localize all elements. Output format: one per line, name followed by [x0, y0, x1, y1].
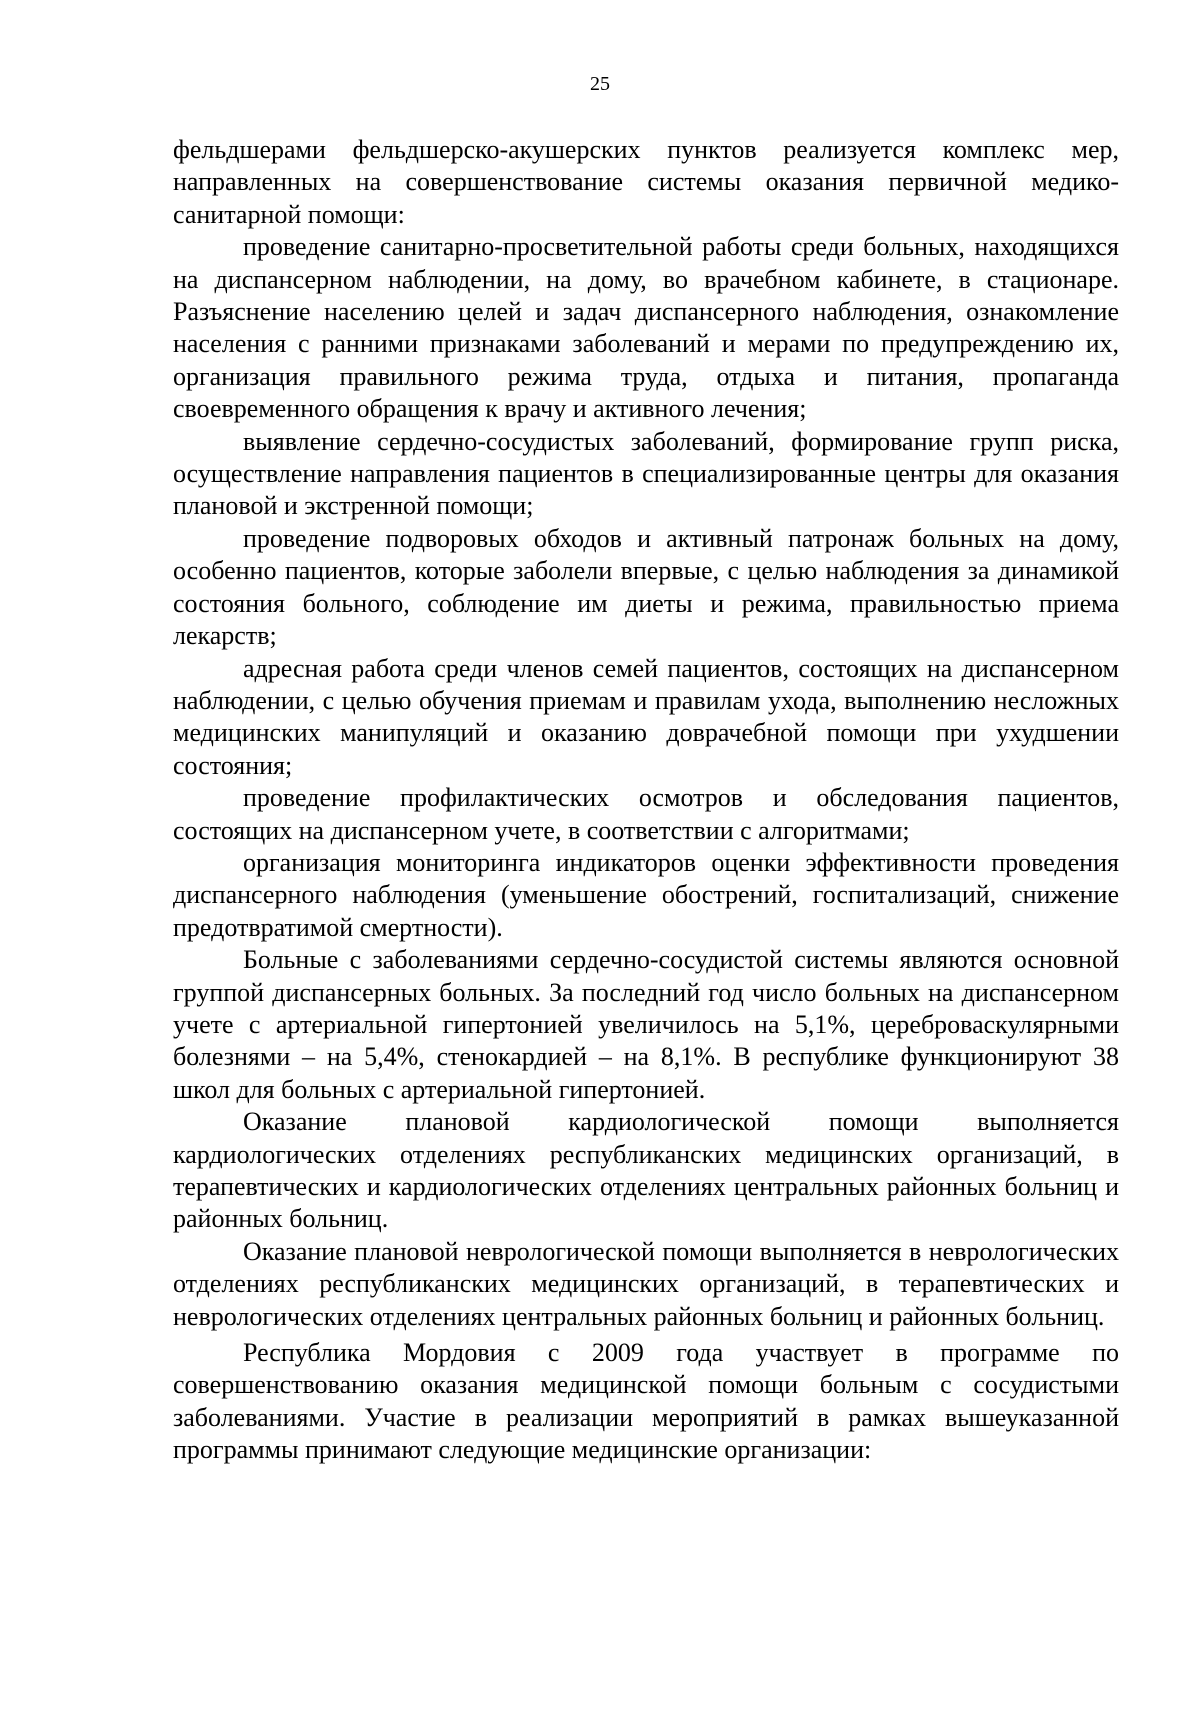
- paragraph: выявление сердечно-сосудистых заболеваний, формирование групп риска, осуществление направления пациентов в специализированные центры для оказания плановой и экстренной помощи;: [173, 426, 1119, 521]
- page-number: 25: [590, 73, 610, 95]
- paragraph: Больные с заболеваниями сердечно-сосудистой системы являются основной группой диспансерных больных. За последний год число больных на диспансерном учете с артериальной гипертонией увеличилось на 5,1%, цереброваскулярными болезнями – на 5,4%, стенокардией – на 8,1%. В республике функционируют 38 школ для больных с артериальной гипертонией.: [173, 945, 1119, 1104]
- paragraph: проведение профилактических осмотров и обследования пациентов, состоящих на диспансерном учете, в соответствии с алгоритмами;: [173, 783, 1119, 845]
- document-body: [173, 134, 1119, 1467]
- paragraph: организация мониторинга индикаторов оценки эффективности проведения диспансерного наблюдения (уменьшение обострений, госпитализаций, снижение предотвратимой смертности).: [173, 847, 1119, 942]
- paragraph: проведение подворовых обходов и активный патронаж больных на дому, особенно пациентов, которые заболели впервые, с целью наблюдения за динамикой состояния больного, соблюдение им диеты и режима, правильностью приема лекарств;: [173, 523, 1119, 651]
- paragraph: Оказание плановой неврологической помощи выполняется в неврологических отделениях республиканских медицинских организаций, в терапевтических и неврологических отделениях центральных районных больниц и районных больниц.: [173, 1236, 1119, 1331]
- paragraph: адресная работа среди членов семей пациентов, состоящих на диспансерном наблюдении, с целью обучения приемам и правилам ухода, выполнению несложных медицинских манипуляций и оказанию доврачебной помощи при ухудшении состояния;: [173, 653, 1119, 780]
- paragraph: фельдшерами фельдшерско-акушерских пунктов реализуется комплекс мер, направленных на совершенствование системы оказания первичной медико-санитарной помощи:: [173, 135, 1119, 229]
- paragraph: Республика Мордовия с 2009 года участвует в программе по совершенствованию оказания медицинской помощи больным с сосудистыми заболеваниями. Участие в реализации мероприятий в рамках вышеуказанной программы принимают следующие медицинские организации:: [173, 1338, 1119, 1465]
- paragraph: Оказание плановой кардиологической помощи выполняется кардиологических отделениях республиканских медицинских организаций, в терапевтических и кардиологических отделениях центральных районных больниц и районных больниц.: [173, 1107, 1119, 1234]
- paragraph: проведение санитарно-просветительной работы среди больных, находящихся на диспансерном наблюдении, на дому, во врачебном кабинете, в стационаре. Разъяснение населению целей и задач диспансерного наблюдения, ознакомление населения с ранними признаками заболеваний и мерами по предупреждению их, организация правильного режима труда, отдыха и питания, пропаганда своевременного обращения к врачу и активного лечения;: [173, 232, 1119, 424]
